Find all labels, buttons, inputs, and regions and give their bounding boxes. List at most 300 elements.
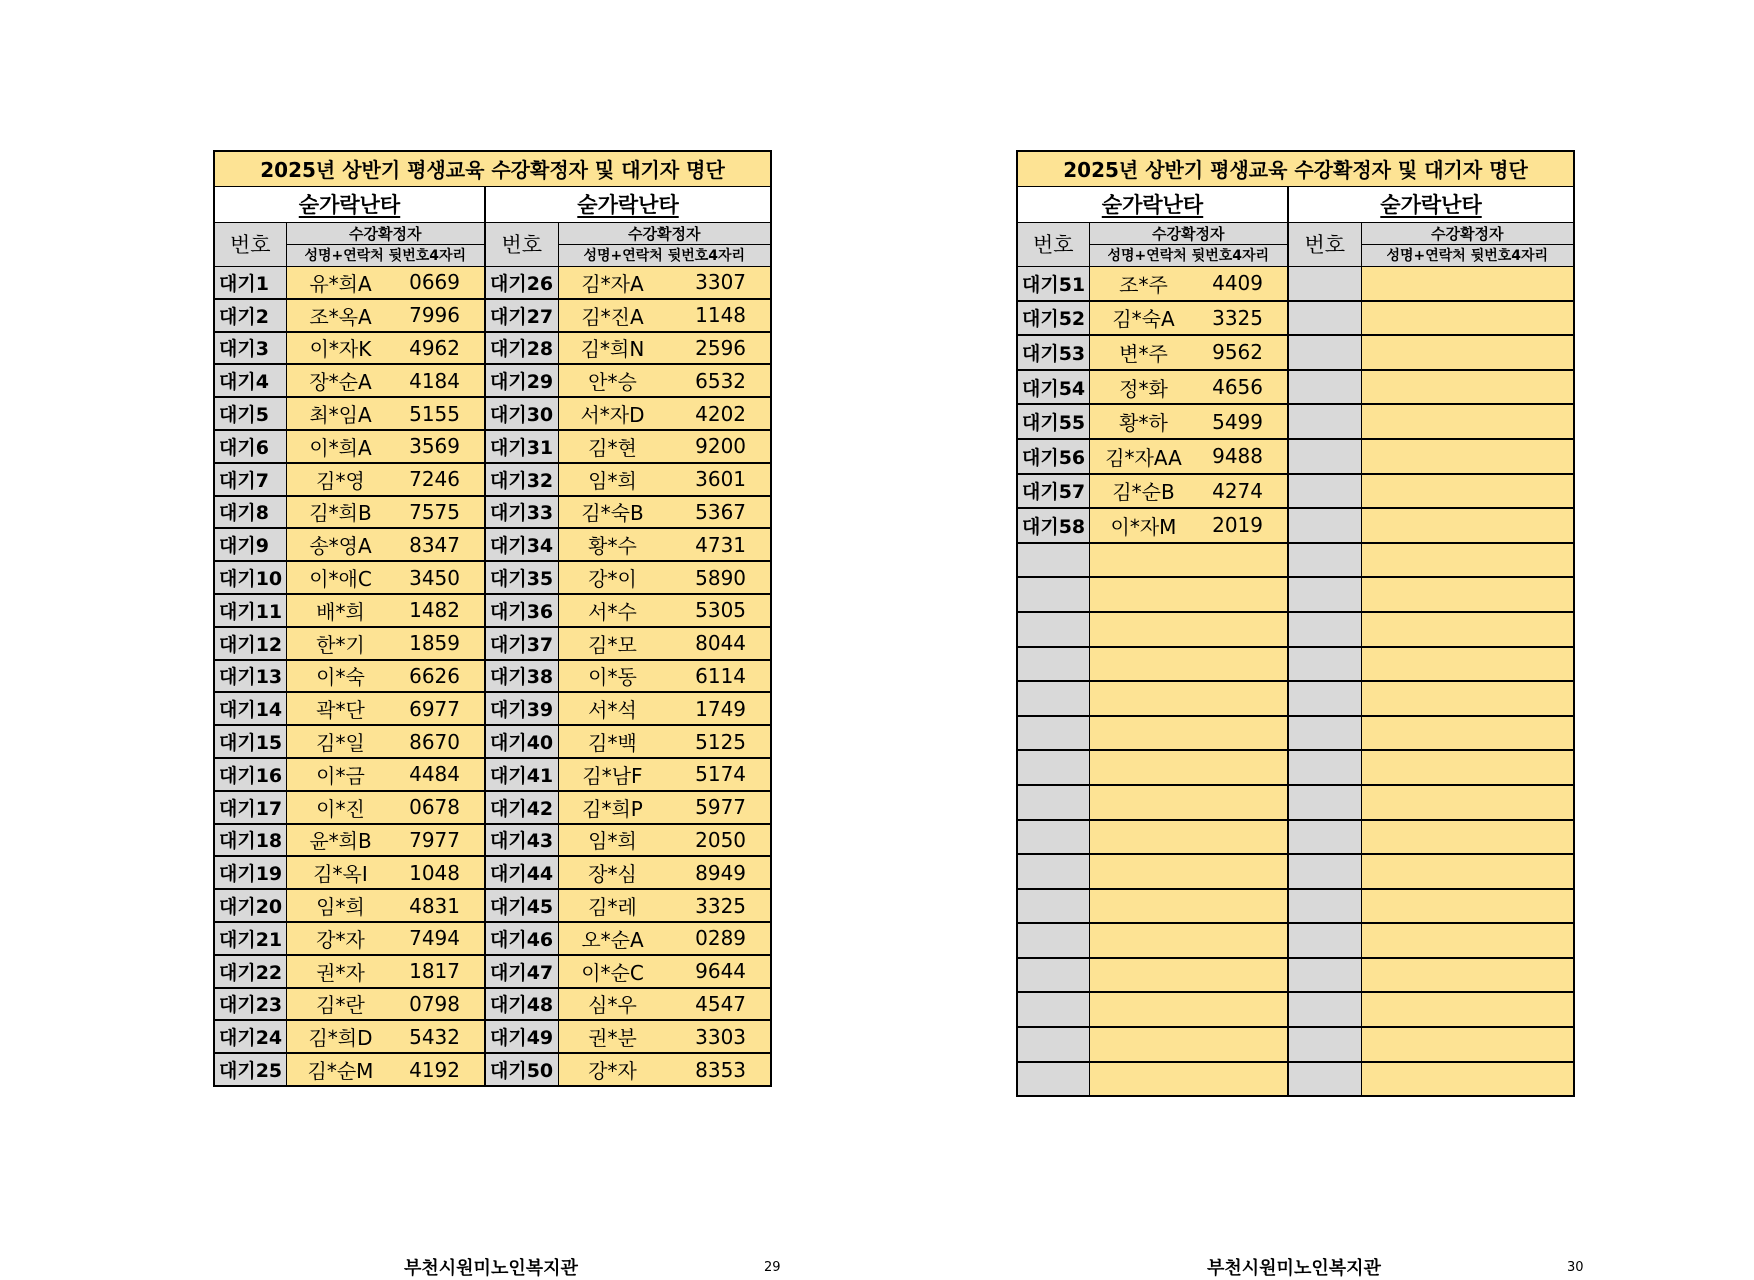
table-row <box>1017 543 1574 578</box>
table-row <box>214 430 771 463</box>
registrant-name: 배*희 <box>316 599 365 624</box>
waitlist-number-left <box>1017 681 1089 716</box>
waitlist-number-right <box>1288 854 1361 889</box>
waitlist-number-left <box>1017 577 1089 612</box>
registrant-cell-left <box>1089 785 1288 820</box>
registrant-cell-right <box>1361 681 1574 716</box>
registrant-cell-left <box>286 692 485 725</box>
registrant-name: 이*애C <box>309 567 372 592</box>
phone-last4: 6977 <box>409 696 460 721</box>
phone-last4: 1859 <box>409 631 460 656</box>
registrant-name: 윤*희B <box>309 829 372 854</box>
table-row <box>214 1053 771 1086</box>
waitlist-number-left <box>1017 543 1089 578</box>
phone-last4: 4547 <box>695 991 747 1016</box>
phone-last4: 0289 <box>695 926 747 951</box>
waitlist-number-right: 대기43 <box>485 824 558 857</box>
registrant-cell-right <box>1361 404 1574 439</box>
registrant-cell-left <box>286 791 485 824</box>
registrant-cell-right <box>1361 612 1574 647</box>
phone-last4: 8347 <box>409 532 460 557</box>
waitlist-number-left <box>1017 647 1089 682</box>
registrant-cell-left <box>1089 612 1288 647</box>
waitlist-number-right <box>1288 647 1361 682</box>
phone-last4: 4831 <box>409 893 460 918</box>
registrant-name: 김*숙A <box>1112 307 1175 332</box>
phone-last4: 5125 <box>695 729 747 754</box>
number-header-right: 번호 <box>1288 222 1361 266</box>
phone-last4: 0669 <box>409 270 460 295</box>
registrant-cell-right <box>558 1020 771 1053</box>
table-row <box>1017 889 1574 924</box>
registrant-cell-right <box>1361 923 1574 958</box>
table-row <box>1017 577 1574 612</box>
waitlist-number-left <box>1017 958 1089 993</box>
waitlist-number-left: 대기10 <box>214 561 286 594</box>
page-number: 30 <box>1567 1260 1584 1275</box>
registrant-cell-left <box>286 955 485 988</box>
registrant-name: 조*옥A <box>309 304 372 329</box>
waitlist-number-right: 대기49 <box>485 1020 558 1053</box>
registrant-cell-left <box>1089 404 1288 439</box>
registrant-name: 김*옥I <box>313 862 368 887</box>
registrant-cell-left <box>286 725 485 758</box>
registrant-cell-right <box>558 725 771 758</box>
registrant-cell-right <box>1361 474 1574 509</box>
registrant-cell-left <box>1089 854 1288 889</box>
waitlist-number-left: 대기51 <box>1017 266 1089 301</box>
confirmed-header-left: 수강확정자 <box>1089 222 1288 244</box>
registrant-cell-right <box>558 430 771 463</box>
waitlist-number-right <box>1288 681 1361 716</box>
registrant-cell-left <box>286 758 485 791</box>
table-row <box>1017 923 1574 958</box>
waitlist-number-left <box>1017 992 1089 1027</box>
confirmed-header-right: 수강확정자 <box>1361 222 1574 244</box>
registrant-name: 김*남F <box>582 763 643 788</box>
registrant-name: 황*수 <box>588 534 637 559</box>
registrant-name: 김*희P <box>582 796 643 821</box>
registrant-cell-right <box>558 758 771 791</box>
table-row <box>1017 681 1574 716</box>
registrant-cell-left <box>1089 335 1288 370</box>
waitlist-number-right: 대기40 <box>485 725 558 758</box>
waitlist-number-right <box>1288 577 1361 612</box>
waitlist-number-left: 대기54 <box>1017 370 1089 405</box>
waitlist-number-right <box>1288 716 1361 751</box>
waitlist-number-right: 대기31 <box>485 430 558 463</box>
registrant-cell-left <box>286 660 485 693</box>
registrant-cell-right <box>558 364 771 397</box>
table-row <box>1017 439 1574 474</box>
waitlist-number-right: 대기30 <box>485 397 558 430</box>
phone-last4: 5499 <box>1212 409 1263 434</box>
registrant-cell-left <box>286 496 485 529</box>
confirmed-header-right: 수강확정자 <box>558 222 771 244</box>
waitlist-number-right: 대기48 <box>485 988 558 1021</box>
waitlist-number-right <box>1288 266 1361 301</box>
phone-last4: 7977 <box>409 827 460 852</box>
registrant-name: 임*희 <box>588 829 637 854</box>
registrant-cell-left <box>286 856 485 889</box>
registrant-name: 조*주 <box>1119 272 1168 297</box>
phone-last4: 9488 <box>1212 444 1263 469</box>
waitlist-number-right: 대기46 <box>485 922 558 955</box>
registrant-cell-right <box>558 856 771 889</box>
registrant-cell-left <box>286 594 485 627</box>
registrant-name: 이*진 <box>316 796 365 821</box>
waitlist-number-right <box>1288 301 1361 336</box>
registrant-cell-left <box>1089 889 1288 924</box>
waitlist-number-right: 대기29 <box>485 364 558 397</box>
registrant-cell-left <box>1089 266 1288 301</box>
registrant-cell-right <box>1361 1027 1574 1062</box>
waitlist-number-right <box>1288 439 1361 474</box>
waitlist-number-right <box>1288 543 1361 578</box>
table-row <box>1017 508 1574 543</box>
registrant-name: 장*순A <box>309 370 372 395</box>
registrant-cell-right <box>1361 716 1574 751</box>
waitlist-number-left: 대기24 <box>214 1020 286 1053</box>
page-30 <box>1016 150 1584 1279</box>
phone-last4: 5305 <box>695 598 747 623</box>
phone-last4: 4184 <box>409 368 460 393</box>
registrant-name: 김*현 <box>588 435 637 460</box>
phone-last4: 3303 <box>695 1024 747 1049</box>
waitlist-number-right <box>1288 820 1361 855</box>
phone-last4: 2596 <box>695 335 747 360</box>
waitlist-number-right <box>1288 923 1361 958</box>
registrant-cell-left <box>1089 439 1288 474</box>
table-row <box>214 791 771 824</box>
registrant-cell-right <box>558 988 771 1021</box>
phone-last4: 1048 <box>409 860 460 885</box>
phone-last4: 2019 <box>1212 513 1263 538</box>
waitlist-number-right <box>1288 785 1361 820</box>
registrant-name: 이*자M <box>1110 514 1177 539</box>
waitlist-number-left: 대기22 <box>214 955 286 988</box>
phone-last4: 0678 <box>409 795 460 820</box>
page-number: 29 <box>764 1260 781 1275</box>
waitlist-number-right <box>1288 958 1361 993</box>
table-row <box>1017 612 1574 647</box>
registrant-cell-right <box>558 496 771 529</box>
waitlist-number-left: 대기8 <box>214 496 286 529</box>
registrant-name: 권*자 <box>316 960 365 985</box>
registrant-name: 안*승 <box>588 370 637 395</box>
waitlist-number-right: 대기50 <box>485 1053 558 1086</box>
registrant-name: 임*희 <box>588 468 637 493</box>
registrant-cell-left <box>1089 474 1288 509</box>
phone-last4: 1817 <box>409 959 460 984</box>
registrant-name: 김*숙B <box>581 501 644 526</box>
registrant-cell-left <box>1089 750 1288 785</box>
phone-last4: 7246 <box>409 467 460 492</box>
table-row <box>1017 820 1574 855</box>
phone-last4: 8670 <box>409 729 460 754</box>
table-row <box>1017 335 1574 370</box>
registrant-name: 변*주 <box>1119 341 1168 366</box>
registrant-name: 권*분 <box>588 1026 637 1051</box>
registrant-cell-left <box>1089 577 1288 612</box>
registrant-cell-left <box>1089 301 1288 336</box>
registrant-cell-left <box>286 463 485 496</box>
registrant-cell-right <box>558 791 771 824</box>
waitlist-number-left: 대기57 <box>1017 474 1089 509</box>
registrant-cell-right <box>1361 958 1574 993</box>
registrant-cell-left <box>1089 508 1288 543</box>
course-name-left: 숟가락난타 <box>214 186 485 222</box>
table-row <box>214 922 771 955</box>
registrant-cell-left <box>286 332 485 365</box>
registrant-cell-left <box>286 430 485 463</box>
waitlist-number-left: 대기25 <box>214 1053 286 1086</box>
registrant-cell-left <box>1089 647 1288 682</box>
phone-last4: 5432 <box>409 1024 460 1049</box>
waitlist-number-left: 대기53 <box>1017 335 1089 370</box>
table-title: 2025년 상반기 평생교육 수강확정자 및 대기자 명단 <box>214 151 771 186</box>
waitlist-number-right <box>1288 404 1361 439</box>
phone-last4: 9200 <box>695 434 747 459</box>
waitlist-number-left: 대기5 <box>214 397 286 430</box>
waitlist-number-right: 대기33 <box>485 496 558 529</box>
registrant-cell-left <box>1089 958 1288 993</box>
registrant-cell-right <box>1361 820 1574 855</box>
phone-last4: 5890 <box>695 565 747 590</box>
waitlist-number-left <box>1017 785 1089 820</box>
registrant-cell-left <box>286 988 485 1021</box>
phone-last4: 9562 <box>1212 340 1263 365</box>
waitlist-number-right: 대기41 <box>485 758 558 791</box>
phone-last4: 8949 <box>695 860 747 885</box>
waitlist-number-left <box>1017 889 1089 924</box>
table-row <box>214 528 771 561</box>
registrant-cell-left <box>1089 992 1288 1027</box>
phone-last4: 3601 <box>695 467 747 492</box>
registrant-name: 강*이 <box>588 567 637 592</box>
phone-last4: 5977 <box>695 795 747 820</box>
registrant-name: 김*백 <box>588 731 637 756</box>
waitlist-number-left: 대기6 <box>214 430 286 463</box>
registrant-cell-left <box>1089 1062 1288 1097</box>
phone-last4: 4202 <box>695 401 747 426</box>
phone-last4: 3325 <box>695 893 747 918</box>
phone-last4: 5367 <box>695 499 747 524</box>
registrant-name: 장*심 <box>588 862 637 887</box>
registrant-name: 김*희B <box>309 501 372 526</box>
registrant-cell-left <box>1089 681 1288 716</box>
table-row <box>214 1020 771 1053</box>
waitlist-number-left: 대기14 <box>214 692 286 725</box>
registrant-cell-right <box>1361 508 1574 543</box>
phone-last4: 7575 <box>409 499 460 524</box>
waitlist-number-left <box>1017 716 1089 751</box>
registrant-cell-left <box>1089 543 1288 578</box>
registrant-cell-left <box>1089 716 1288 751</box>
registrant-cell-left <box>286 627 485 660</box>
table-row <box>1017 1027 1574 1062</box>
waitlist-number-left: 대기2 <box>214 299 286 332</box>
registrant-name: 정*화 <box>1119 376 1168 401</box>
page-29 <box>213 150 781 1279</box>
waitlist-number-left: 대기56 <box>1017 439 1089 474</box>
registrant-name: 김*영 <box>316 468 365 493</box>
registrant-cell-right <box>558 397 771 430</box>
name-phone-header-left: 성명+연락처 뒷번호4자리 <box>286 244 485 266</box>
registrant-cell-left <box>1089 923 1288 958</box>
phone-last4: 4731 <box>695 532 747 557</box>
table-row <box>214 725 771 758</box>
name-phone-header-right: 성명+연락처 뒷번호4자리 <box>558 244 771 266</box>
phone-last4: 9644 <box>695 959 747 984</box>
phone-last4: 4409 <box>1212 271 1263 296</box>
waitlist-number-right: 대기38 <box>485 660 558 693</box>
waitlist-number-left: 대기20 <box>214 889 286 922</box>
registrant-cell-right <box>558 594 771 627</box>
registrant-cell-left <box>1089 1027 1288 1062</box>
waitlist-number-right: 대기28 <box>485 332 558 365</box>
phone-last4: 1749 <box>695 696 747 721</box>
phone-last4: 3325 <box>1212 305 1263 330</box>
waitlist-number-right <box>1288 612 1361 647</box>
waitlist-number-right <box>1288 335 1361 370</box>
waitlist-number-left: 대기11 <box>214 594 286 627</box>
waitlist-number-left <box>1017 750 1089 785</box>
table-row <box>1017 474 1574 509</box>
table-row <box>214 594 771 627</box>
registrant-cell-right <box>1361 335 1574 370</box>
phone-last4: 8044 <box>695 631 747 656</box>
registrant-cell-left <box>286 1020 485 1053</box>
registrant-cell-right <box>1361 266 1574 301</box>
waitlist-number-right: 대기37 <box>485 627 558 660</box>
registrant-name: 이*순C <box>581 960 644 985</box>
registrant-name: 김*진A <box>581 304 644 329</box>
registrant-name: 김*모 <box>588 632 637 657</box>
registrant-name: 황*하 <box>1119 411 1168 436</box>
waitlist-number-right: 대기42 <box>485 791 558 824</box>
registrant-cell-left <box>286 561 485 594</box>
registrant-name: 서*석 <box>588 698 637 723</box>
phone-last4: 4656 <box>1212 375 1263 400</box>
waitlist-number-right <box>1288 508 1361 543</box>
registrant-cell-right <box>558 660 771 693</box>
table-row <box>1017 854 1574 889</box>
table-row <box>214 266 771 299</box>
waitlist-number-left: 대기7 <box>214 463 286 496</box>
registrant-cell-right <box>1361 543 1574 578</box>
registrant-cell-right <box>558 692 771 725</box>
registrant-cell-right <box>558 561 771 594</box>
footer-org-name: 부천시원미노인복지관 <box>404 1258 578 1279</box>
phone-last4: 4962 <box>409 335 460 360</box>
registrant-name: 서*자D <box>580 403 645 428</box>
registrant-name: 최*임A <box>309 403 372 428</box>
waitlist-number-right: 대기27 <box>485 299 558 332</box>
registrant-name: 이*자K <box>309 337 372 362</box>
phone-last4: 6532 <box>695 368 747 393</box>
table-row <box>214 463 771 496</box>
table-row <box>214 660 771 693</box>
phone-last4: 2050 <box>695 827 747 852</box>
registrant-name: 김*희D <box>308 1026 373 1051</box>
registrant-name: 김*자A <box>581 271 644 296</box>
phone-last4: 3307 <box>695 270 747 295</box>
registrant-name: 김*희N <box>580 337 645 362</box>
table-row <box>214 692 771 725</box>
roster-table <box>1016 150 1575 1097</box>
registrant-cell-left <box>286 299 485 332</box>
waitlist-number-left: 대기12 <box>214 627 286 660</box>
registrant-cell-right <box>1361 301 1574 336</box>
waitlist-number-right: 대기44 <box>485 856 558 889</box>
waitlist-number-left <box>1017 820 1089 855</box>
number-header-right: 번호 <box>485 222 558 266</box>
number-header-left: 번호 <box>1017 222 1089 266</box>
confirmed-header-left: 수강확정자 <box>286 222 485 244</box>
roster-body <box>214 266 771 1086</box>
phone-last4: 1482 <box>409 598 460 623</box>
waitlist-number-left: 대기15 <box>214 725 286 758</box>
waitlist-number-right: 대기32 <box>485 463 558 496</box>
phone-last4: 6626 <box>409 663 460 688</box>
registrant-name: 이*숙 <box>316 665 365 690</box>
registrant-cell-left <box>286 1053 485 1086</box>
table-row <box>1017 992 1574 1027</box>
course-name-right: 숟가락난타 <box>485 186 771 222</box>
waitlist-number-left: 대기19 <box>214 856 286 889</box>
registrant-cell-left <box>286 266 485 299</box>
waitlist-number-right <box>1288 992 1361 1027</box>
registrant-name: 김*란 <box>316 993 365 1018</box>
phone-last4: 7996 <box>409 303 460 328</box>
registrant-cell-left <box>286 528 485 561</box>
registrant-cell-right <box>558 266 771 299</box>
phone-last4: 4484 <box>409 762 460 787</box>
phone-last4: 7494 <box>409 926 460 951</box>
waitlist-number-left: 대기58 <box>1017 508 1089 543</box>
roster-table <box>213 150 772 1087</box>
waitlist-number-left <box>1017 1027 1089 1062</box>
table-row <box>214 332 771 365</box>
phone-last4: 4274 <box>1212 478 1263 503</box>
registrant-cell-right <box>1361 750 1574 785</box>
phone-last4: 0798 <box>409 991 460 1016</box>
table-row <box>214 364 771 397</box>
phone-last4: 1148 <box>695 303 747 328</box>
table-row <box>1017 301 1574 336</box>
waitlist-number-left: 대기55 <box>1017 404 1089 439</box>
name-phone-header-left: 성명+연락처 뒷번호4자리 <box>1089 244 1288 266</box>
registrant-cell-right <box>558 922 771 955</box>
waitlist-number-left <box>1017 854 1089 889</box>
roster-body <box>1017 266 1574 1096</box>
waitlist-number-left: 대기17 <box>214 791 286 824</box>
waitlist-number-right: 대기26 <box>485 266 558 299</box>
registrant-cell-right <box>558 299 771 332</box>
phone-last4: 5174 <box>695 762 747 787</box>
registrant-name: 김*순M <box>307 1059 374 1084</box>
registrant-cell-right <box>1361 785 1574 820</box>
waitlist-number-right: 대기45 <box>485 889 558 922</box>
waitlist-number-right <box>1288 750 1361 785</box>
registrant-cell-right <box>1361 889 1574 924</box>
registrant-cell-right <box>558 824 771 857</box>
waitlist-number-right: 대기36 <box>485 594 558 627</box>
table-row <box>214 889 771 922</box>
registrant-cell-left <box>286 364 485 397</box>
table-row <box>1017 785 1574 820</box>
